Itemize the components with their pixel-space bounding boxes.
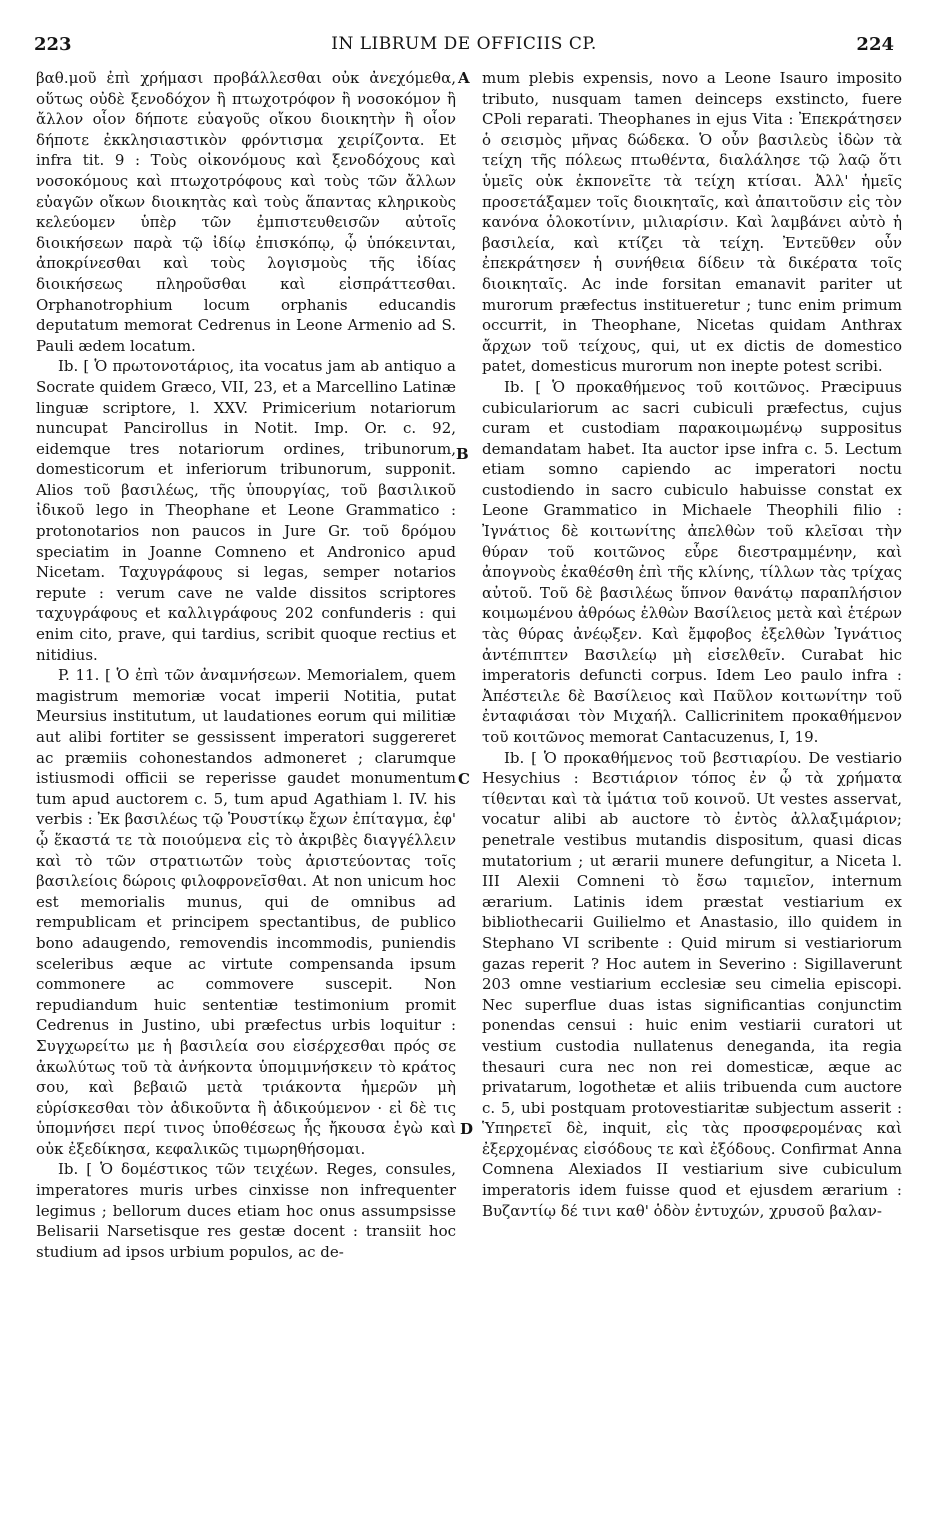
- section-marker-c: C: [458, 770, 470, 788]
- section-marker-d: D: [460, 1120, 474, 1138]
- right-page-number: 224: [856, 34, 894, 55]
- right-paragraph-3: Ib. [ Ὁ προκαθήμενος τοῦ βεστιαρίου. De vestiario Hesychius : Βεστιάριον τόπος ἐν ᾧ τὰ χρήματα τίθενται καὶ τὰ ἱμάτια τοῦ κοινοῦ. Ut vestes asservat, vocatur alibi ab auctore τὸ ἐντὸς ἀλλαξιμάριον; penetrale vestibus mutandis dispositum, quasi dicas mutatorium ; ut ærarii munere defungitur, a Niceta l. III Alexii Comneni τὸ ἔσω ταμιεῖον, internum ærarium. Latinis idem præstat vestiarium ex bibliothecarii Guilielmo et Anastasio, illo quidem in Stephano VI scribente : Quid mirum si vestiariorum gazas reperit ? Hoc autem in Severino : Sigillaverunt 203 omne vestiarium ecclesiæ seu cimelia episcopi. Nec superflue duas istas significantias conjunctim ponendas censui : huic enim vestiarii curatori ut vestium custodia nullatenus deneganda, ita regia thesauri cura nec non rei domesticæ, æque ac privatarum, logothetæ et aliis tribuenda cum auctore c. 5, ubi postquam protovestiaritæ subjectum asserit : Ὑπηρετεῖ δὲ, inquit, εἰς τὰς προσφερομένας καὶ ἐξερχομένας εἰσόδους τε καὶ ἐξόδους. Confirmat Anna Comnena Alexiados II vestiarium sive cubiculum imperatoris idem fuisse quod et ejusdem ærarium : Βυζαντίῳ δέ τινι καθ' ὁδὸν ἐντυχών, χρυσοῦ βαλαν-: [482, 748, 902, 1220]
- left-paragraph-3: P. 11. [ Ὁ ἐπὶ τῶν ἀναμνήσεων. Memorialem, quem magistrum memoriæ vocat imperii Notitia, putat Meursius institutum, ut laudationes eorum qui militiæ aut alibi fortiter se gessissent imperatori suggereret ac præmiis cohonestandos admoneret ; clarumque istiusmodi officii se reperisse gaudet monumentum tum apud auctorem c. 5, tum apud Agathiam l. IV. his verbis : Ἐκ βασιλέως τῷ Ῥουστίκῳ ἔχων ἐπίταγμα, ἐφ' ᾧ ἕκαστά τε τὰ ποιούμενα εἰς τὸ ἀκριβὲς διαγγέλλειν καὶ τὸ τῶν στρατιωτῶν τοὺς ἀριστεύοντας τοῖς βασιλείοις δώροις φιλοφρονεῖσθαι. At non unicum hoc est memorialis munus, qui de omnibus ad rempublicam et principem spectantibus, de publico bono adaugendo, removendis incommodis, puniendis sceleribus æque ac virtute compensanda ipsum commonere ac commovere suscepit. Non repudiandum huic sententiæ testimonium promit Cedrenus in Justino, ubi præfectus urbis loquitur : Συγχωρείτω με ἡ βασιλεία σου εἰσέρχεσθαι πρός σε ἀκωλύτως τοῦ τὰ ἀνήκοντα ὑπομιμνήσκειν τὸ κράτος σου, καὶ βεβαιῶ μετὰ τριάκοντα ἡμερῶν μὴ εὑρίσκεσθαι τὸν ἀδικοῦντα ἢ ἀδικούμενον · εἰ δὲ τις ὑπομνήσει περί τινος ὑποθέσεως ἧς ἤκουσα ἐγὼ καὶ οὐκ ἐξεδίκησα, κεφαλικῶς τιμωρηθήσομαι.: [36, 666, 456, 1158]
- running-title: IN LIBRUM DE OFFICIIS CP.: [331, 34, 597, 54]
- left-column: [36, 68, 456, 1262]
- left-paragraph-1: βαθ.μοῦ ἐπὶ χρήμασι προβάλλεσθαι οὐκ ἀνεχόμεθα, οὕτως οὐδὲ ξενοδόχον ἢ πτωχοτρόφον ἢ νοσοκόμον ἢ ἄλλον οἷον δήποτε εὐαγοῦς οἴκου διοικητὴν ἢ οἷον δήποτε ἐκκλησιαστικὸν φρόντισμα χειρίζοντα. Et infra tit. 9 : Τοὺς οἰκονόμους καὶ ξενοδόχους καὶ νοσοκόμους καὶ πτωχοτρόφους καὶ τοὺς τῶν ἄλλων εὐαγῶν οἴκων διοικητὰς καὶ τοὺς ἅπαντας κληρικοὺς κελεύομεν ὑπὲρ τῶν ἐμπιστευθεισῶν αὐτοῖς διοικήσεων παρὰ τῷ ἰδίῳ ἐπισκόπῳ, ᾧ ὑπόκεινται, ἀποκρίνεσθαι καὶ τοὺς λογισμοὺς τῆς ἰδίας διοικήσεως πληροῦσθαι καὶ εἰσπράττεσθαι. Orphanotrophium locum orphanis educandis deputatum memorat Cedrenus in Leone Armenio ad S. Pauli ædem locatum.: [36, 69, 456, 355]
- right-paragraph-2: Ib. [ Ὁ προκαθήμενος τοῦ κοιτῶνος. Præcipuus cubiculariorum ac sacri cubiculi præfectus, cujus curam et custodiam παρακοιμωμένῳ suppositus demandatam habet. Ita auctor ipse infra c. 5. Lectum etiam somno capiendo ac imperatori noctu custodiendo in sacro cubiculo habuisse constat ex Leone Grammatico in Michaele Theophili filio : Ἰγνάτιος δὲ κοιτωνίτης ἀπελθὼν τοῦ κλεῖσαι τὴν θύραν τοῦ κοιτῶνος εὗρε διεστραμμένην, καὶ ἀπογνοὺς ἐκαθέσθη ἐπὶ τῆς κλίνης, τίλλων τὰς τρίχας αὐτοῦ. Τοῦ δὲ βασιλέως ὕπνον θανάτῳ παραπλήσιον κοιμωμένου ἀθρόως ἐλθὼν Βασίλειος μετὰ καὶ ἑτέρων τὰς θύρας ἀνέῳξεν. Καὶ ἔμφοβος ἐξελθὼν Ἰγνάτιος ἀντέπιπτεν Βασιλείῳ μὴ εἰσελθεῖν. Curabat hic imperatoris defuncti corpus. Idem Leo paulo infra : Ἀπέστειλε δὲ Βασίλειος καὶ Παῦλον κοιτωνίτην τοῦ ἐνταφιάσαι τὸν Μιχαήλ. Callicrinitem προκαθήμενον τοῦ κοιτῶνος memorat Cantacuzenus, I, 19.: [482, 377, 902, 746]
- section-marker-a: A: [458, 69, 470, 87]
- left-paragraph-2: Ib. [ Ὁ πρωτονοτάριος, ita vocatus jam ab antiquo a Socrate quidem Græco, VII, 23, et a Marcellino Latinæ linguæ scriptore, l. XXV. Primicerium notariorum nuncupat Pancirollus in Notit. Imp. Or. c. 92, eidemque tres notariorum ordines, tribunorum, domesticorum et inferiorum tribunorum, supponit. Alios τοῦ βασιλέως, τῆς ὑπουργίας, τοῦ βασιλικοῦ ἰδικοῦ lego in Theophane et Leone Grammatico : protonotarios non paucos in Jure Gr. τοῦ δρόμου speciatim in Joanne Comneno et Andronico apud Nicetam. Ταχυγράφους si legas, semper notarios repute : verum cave ne valde dissitos scriptores ταχυγράφους et καλλιγράφους 202 confunderis : qui enim cito, prave, qui tardius, scribit quoque rectius et nitidius.: [36, 357, 456, 664]
- page-header: [34, 34, 894, 58]
- right-paragraph-1: mum plebis expensis, novo a Leone Isauro imposito tributo, nusquam tamen deinceps exstincto, fuere CPoli reparati. Theophanes in ejus Vita : Ἐπεκράτησεν ὁ σεισμὸς μῆνας δώδεκα. Ὁ οὖν βασιλεὺς ἰδὼν τὰ τείχη τῆς πόλεως πτωθέντα, διαλάλησε τῷ λαῷ ὅτι ὑμεῖς οὐκ ἐκπονεῖτε τὰ τείχη κτίσαι. Ἀλλ' ἡμεῖς προσετάξαμεν τοῖς διοικηταῖς, καὶ ἀπαιτοῦσιν εἰς τὸν κανόνα ὁλοκοτίνιν, μιλιαρίσιν. Καὶ λαμβάνει αὐτὸ ἡ βασιλεία, καὶ κτίζει τὰ τείχη. Ἐντεῦθεν οὖν ἐπεκράτησεν ἡ συνήθεια δίδειν τὰ δικέρατα τοῖς διοικηταῖς. Ac inde forsitan emanavit pariter ut murorum præfectus institueretur ; tunc enim primum occurrit, in Theophane, Nicetas quidam Anthrax ἄρχων τοῦ τείχους, qui, ut ex dictis de domestico patet, domesticus murorum non inepte potest scribi.: [482, 69, 902, 376]
- left-paragraph-4: Ib. [ Ὁ δομέστικος τῶν τειχέων. Reges, consules, imperatores muris urbes cinxisse non infrequenter legimus ; bellorum duces etiam hoc onus assumpsisse Belisarii Narsetisque res gestæ docent : transiit hoc studium ad ipsos urbium populos, ac de-: [36, 1160, 456, 1261]
- left-page-number: 223: [34, 34, 72, 55]
- right-column: [482, 68, 902, 1221]
- section-marker-b: B: [456, 445, 469, 463]
